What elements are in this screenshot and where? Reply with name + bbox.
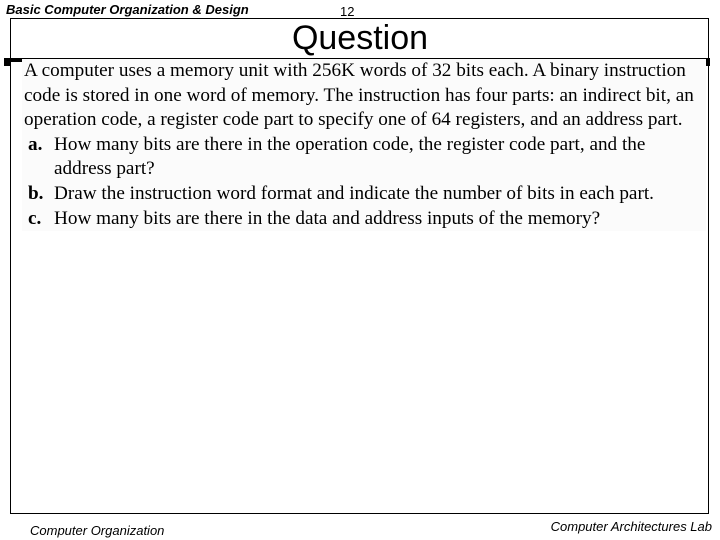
question-item-b	[22, 182, 706, 207]
question-item-letter: c.	[28, 207, 42, 229]
question-item-letter: a.	[28, 133, 43, 155]
question-item-letter: b.	[28, 182, 44, 204]
question-item-text: How many bits are there in the data and address inputs of the memory?	[54, 207, 601, 229]
page-number: 12	[340, 4, 355, 19]
divider-end-marker-left	[4, 58, 10, 66]
course-title: Basic Computer Organization & Design	[6, 2, 249, 17]
question-item-c	[22, 207, 706, 232]
question-block	[22, 59, 706, 231]
question-body: A computer uses a memory unit with 256K words of 32 bits each. A binary instruction code is stored in one word of memory. The instruction has four parts: an indirect bit, an operation code, a register code part to specify one of 64 registers, and an address part.	[24, 60, 694, 131]
slide-title: Question	[291, 19, 429, 57]
question-item-text: How many bits are there in the operation code, the register code part, and the address part?	[54, 133, 646, 180]
question-item-text: Draw the instruction word format and indicate the number of bits in each part.	[54, 182, 654, 204]
footer-right: Computer Architectures Lab	[550, 519, 712, 534]
footer-left: Computer Organization	[30, 523, 165, 538]
question-item-a	[22, 133, 706, 182]
